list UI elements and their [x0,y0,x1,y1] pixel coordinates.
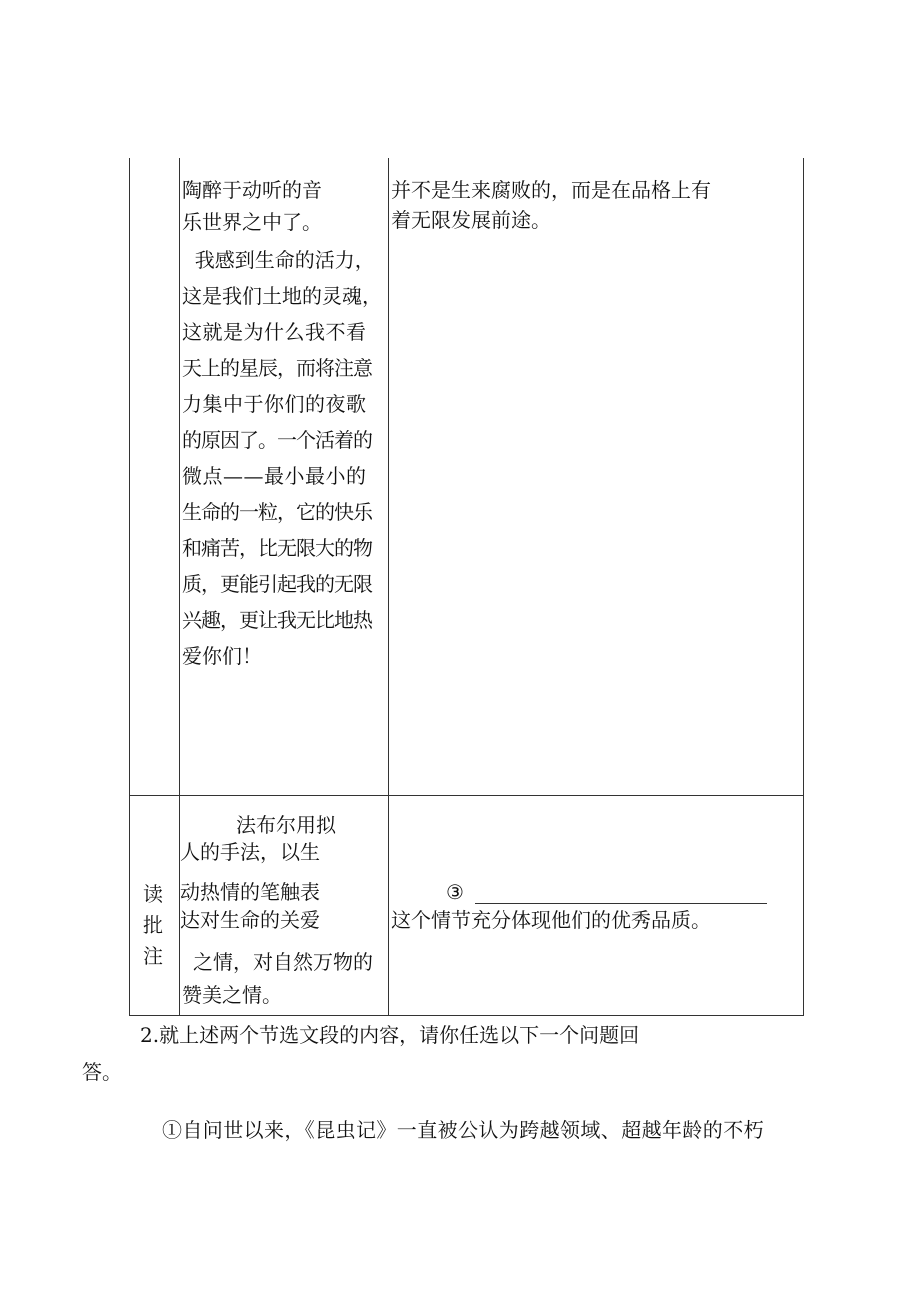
text-line: 天上的星辰，而将注意 [182,356,372,380]
text-line: 动热情的笔触表 [180,880,320,904]
text-line: 陶醉于动听的音 [182,178,322,202]
label-char: 注 [143,944,163,968]
text-line: 爱你们！ [182,644,262,668]
label-char: 读 [143,882,163,906]
text-line: 力集中于你们的夜歌 [182,392,367,416]
question-2-item-1: ①自问世以来，《昆虫记》一直被公认为跨越领域、超越年龄的不朽 [162,1118,764,1142]
text-line: 这就是为什么我不看 [182,320,367,344]
text-line: 达对生命的关爱 [180,908,320,932]
text-line: 和痛苦，比无限大的物 [182,536,372,560]
text-line: 生命的一粒，它的快乐 [182,500,372,524]
text-line: 法布尔用拟 [236,813,336,837]
question-2-line2: 答。 [82,1060,122,1084]
text-line: 并不是生来腐败的，而是在品格上有 [391,178,711,202]
text-line: 这是我们土地的灵魂， [182,284,382,308]
question-2-line1: 2.就上述两个节选文段的内容，请你任选以下一个问题回 [140,1023,640,1047]
table-divider-col2 [388,158,389,1016]
text-line: 的原因了。一个活着的 [182,428,372,452]
answer-blank[interactable] [475,903,767,904]
label-char: 批 [143,913,163,937]
table-row-divider [129,795,804,796]
text-line: 微点——最小最小的 [182,464,367,488]
text-line: 赞美之情。 [182,983,282,1007]
table-border-left [129,158,130,1016]
table-border-bottom [129,1015,804,1016]
table-border-right [803,158,804,1016]
text-line: 之情，对自然万物的 [193,950,373,974]
circled-number-marker: ③ [446,880,464,904]
text-line: 着无限发展前途。 [391,208,551,232]
text-line: 乐世界之中了。 [182,210,322,234]
text-line: 兴趣，更让我无比地热 [182,608,372,632]
text-line: 我感到生命的活力， [182,248,375,272]
text-line: 这个情节充分体现他们的优秀品质。 [391,908,711,932]
text-line: 人的手法，以生 [180,840,320,864]
text-line: 质，更能引起我的无限 [182,572,372,596]
